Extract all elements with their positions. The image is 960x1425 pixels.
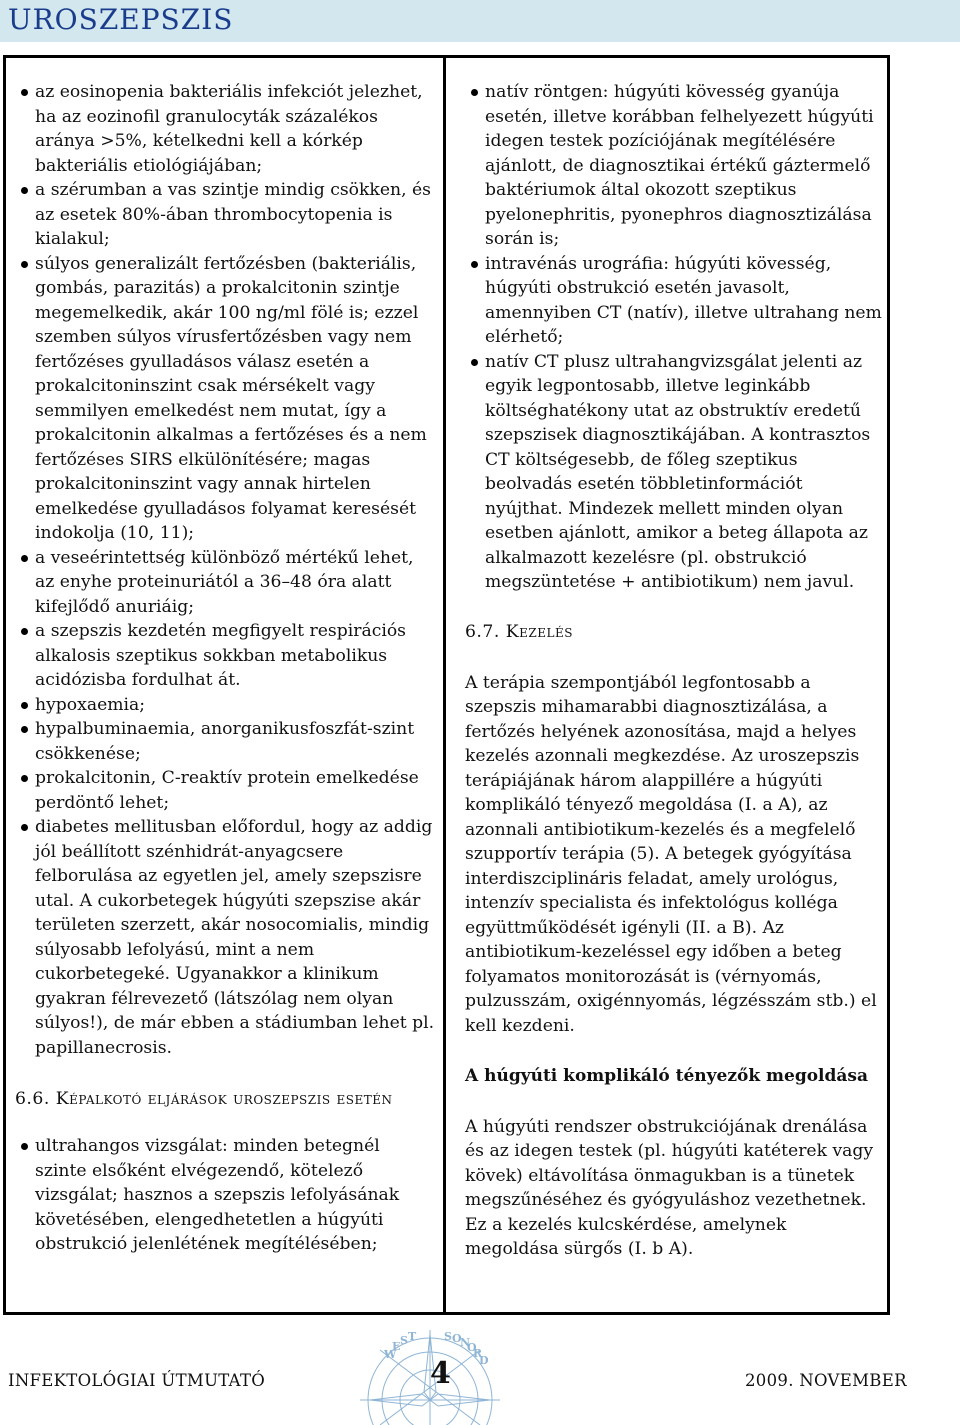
list-item: az eosinopenia bakteriális infekciót jelezhet, ha az eozinofil granulocyták százalékos aránya >5%, kételkedni kell a kórkép bakteriális etiológiájában; [15, 80, 435, 178]
section-number: 6.7. [465, 621, 500, 642]
left-column [15, 80, 435, 1257]
compass-letter: S [400, 1334, 408, 1347]
section-heading-6-6 [15, 1086, 435, 1112]
section-title: Képalkotó eljárások uroszepszis esetén [55, 1089, 393, 1109]
list-item: diabetes mellitusban előfordul, hogy az addig jól beállított szénhidrát-anyagcsere felborulása az egyetlen jel, amely szepszisre utal. A cukorbetegek húgyúti szepszise akár területen szerzett, akár nosocomialis, mindig súlyosabb lefolyású, mint a nem cukorbetegeké. Ugyanakkor a klinikum gyakran félrevezető (látszólag nem olyan súlyos!), de már ebben a stádiumban lehet pl. papillanecrosis. [15, 815, 435, 1060]
footer-publication: INFEKTOLÓGIAI ÚTMUTATÓ [8, 1371, 266, 1390]
subheading: A húgyúti komplikáló tényezők megoldása [465, 1066, 868, 1086]
list-item: intravénás urográfia: húgyúti kövesség, húgyúti obstrukció esetén javasolt, amennyiben CT (natív), illetve ultrahang nem elérhető; [465, 252, 883, 350]
compass-letter: O [452, 1332, 462, 1345]
list-item: prokalcitonin, C-reaktív protein emelkedése perdöntő lehet; [15, 766, 435, 815]
list-item: ultrahangos vizsgálat: minden betegnél szinte elsőként elvégezendő, kötelező vizsgálat; hasznos a szepszis lefolyásának követésében, elengedhetetlen a húgyúti obstrukció jelenlétének megítélésében; [15, 1134, 435, 1257]
right-bullet-list [465, 80, 883, 595]
header-bar [0, 0, 960, 42]
section-title: Kezelés [505, 621, 573, 642]
obstruction-paragraph: A húgyúti rendszer obstrukciójának drenálása és az idegen testek (pl. húgyúti katéterek vagy kövek) eltávolítása önmagukban is a tünetek megszűnéséhez és gyógyuláshoz vezethetnek. Ez a kezelés kulcskérdése, amelynek megoldása sürgős (I. b A). [465, 1116, 874, 1259]
compass-letter: R [473, 1347, 483, 1360]
compass-letter: T [408, 1330, 417, 1343]
column-divider [443, 55, 446, 1315]
treatment-paragraph: A terápia szempontjából legfontosabb a szepszis mihamarabbi diagnosztizálása, a fertőzés helyének azonosítása, majd a helyes kezelés azonnali megkezdése. Az uroszepszis terápiájának három alappillére a húgyúti komplikáló tényező megoldása (I. a A), az azonnali antibiotikum-kezelés és a megfelelő szupportív terápia (5). A betegek gyógyítása interdiszciplináris feladat, amely urológus, intenzív specialista és infektológus kolléga együttműködését igényli (II. a B). Az antibiotikum-kezeléssel egy időben a beteg folyamatos monitorozását is (vérnyomás, pulzusszám, oxigénnyomás, légzésszám stb.) el kell kezdeni. [465, 672, 877, 1036]
imaging-bullet-list [15, 1134, 435, 1257]
list-item: a veseérintettség különböző mértékű lehet, az enyhe proteinuriától a 36–48 óra alatt kifejlődő anuriáig; [15, 546, 435, 620]
right-column [465, 80, 883, 1262]
section-number: 6.6. [15, 1089, 50, 1109]
compass-letter: E [392, 1340, 401, 1353]
list-item: a szérumban a vas szintje mindig csökken, és az esetek 80%-ában thrombocytopenia is kialakul; [15, 178, 435, 252]
list-item: hypalbuminaemia, anorganikusfoszfát-szint csökkenése; [15, 717, 435, 766]
list-item: a szepszis kezdetén megfigyelt respirációs alkalosis szeptikus sokkban metabolikus acidózisba fordulhat át. [15, 619, 435, 693]
compass-letter: W [384, 1348, 397, 1361]
page-title: UROSZEPSZIS [8, 3, 234, 36]
page-number: 4 [430, 1356, 451, 1391]
list-item: súlyos generalizált fertőzésben (bakteriális, gombás, parazitás) a prokalcitonin szintje megemelkedik, akár 100 ng/ml fölé is; ezzel szemben súlyos vírusfertőzésben vagy nem fertőzéses gyulladásos válasz esetén a prokalcitoninszint csak mérsékelt vagy semmilyen emelkedést nem mutat, így a prokalcitonin alkalmas a fertőzéses és a nem fertőzéses SIRS elkülönítésére; magas prokalcitoninszint vagy annak hirtelen emelkedése gyulladásos folyamat keresését indokolja (10, 11); [15, 252, 435, 546]
footer-date: 2009. NOVEMBER [745, 1371, 907, 1390]
left-bullet-list [15, 80, 435, 1060]
compass-letter: S [444, 1330, 452, 1343]
section-heading-6-7 [465, 619, 883, 645]
list-item: natív CT plusz ultrahangvizsgálat jelenti az egyik legpontosabb, illetve leginkább költséghatékony utat az obstruktív eredetű szepszisek diagnosztikájában. A kontrasztos CT költségesebb, de főleg szeptikus beolvadás esetén többletinformációt nyújthat. Mindezek mellett minden olyan esetben ajánlott, amikor a beteg állapota az alkalmazott kezelésre (pl. obstrukció megszüntetése + antibiotikum) nem javul. [465, 350, 883, 595]
compass-letter: N [460, 1336, 471, 1349]
list-item: hypoxaemia; [15, 693, 435, 718]
compass-letter: D [479, 1354, 489, 1367]
list-item: natív röntgen: húgyúti kövesség gyanúja esetén, illetve korábban felhelyezett húgyúti idegen testek pozíciójának megítélésére ajánlott, de diagnosztikai értékű gáztermelő baktériumok által okozott szeptikus pyelonephritis, pyonephros diagnosztizálása során is; [465, 80, 883, 252]
compass-letter: O [467, 1341, 477, 1354]
